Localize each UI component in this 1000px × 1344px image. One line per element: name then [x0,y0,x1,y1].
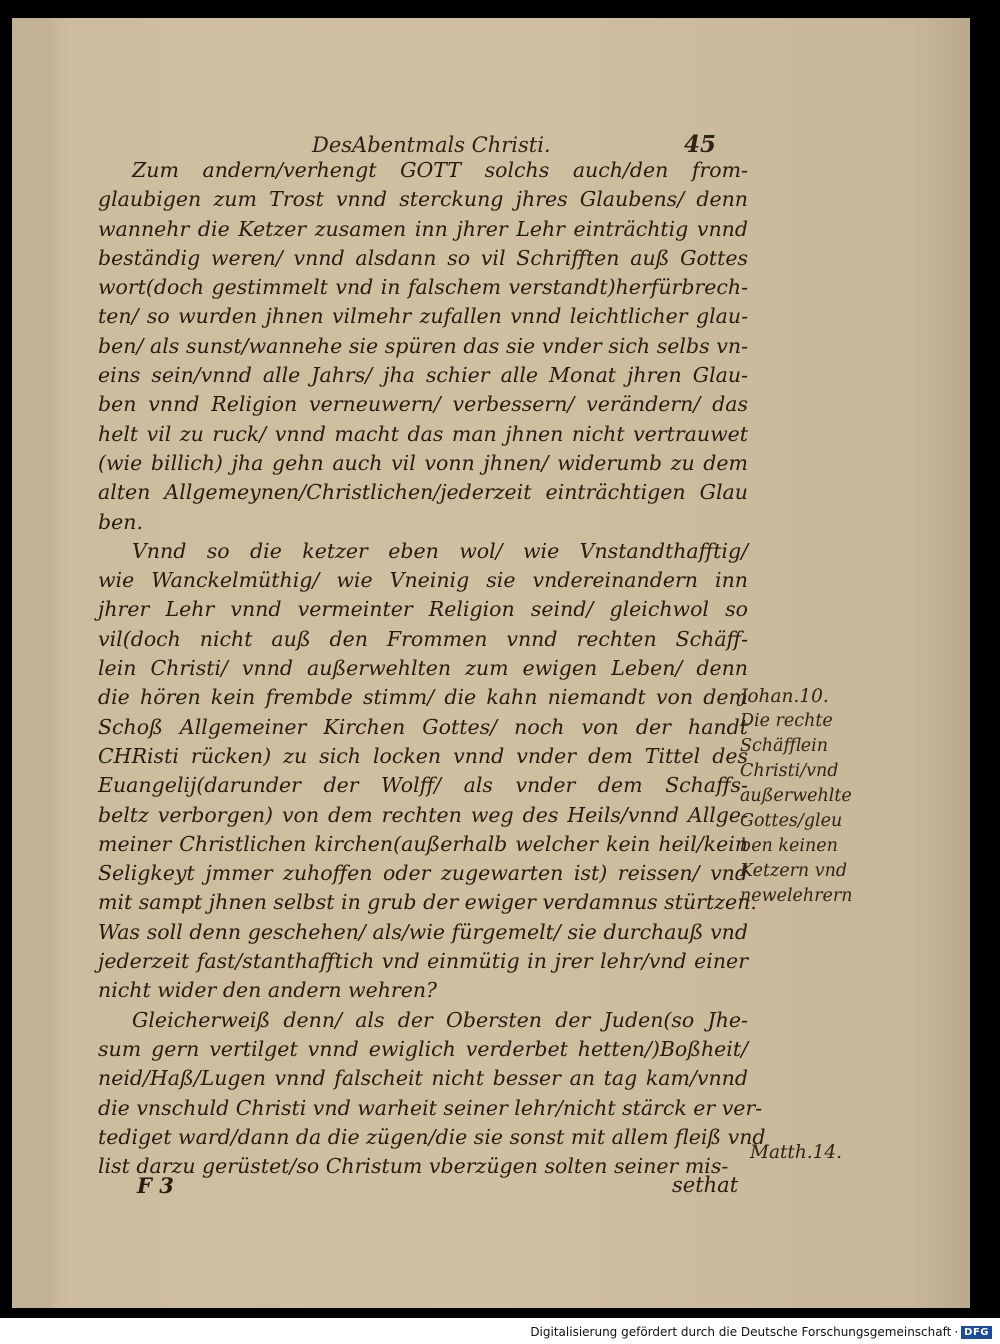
text-line: Gleicherweiß denn/ als der Obersten der Juden(so Jhe- [132,1007,748,1032]
margin-notes [740,684,880,909]
text-line: glaubigen zum Trost vnnd sterckung jhres Glaubens/ denn [98,187,748,212]
running-head: DesAbentmals Christi. [312,133,551,157]
book-page [12,18,970,1308]
text-line: Euangelij(darunder der Wolff/ als vnder dem Schaffs- [98,773,748,798]
text-line: jederzeit fast/stanthafftich vnd einmütig in jrer lehr/vnd einer [98,949,748,974]
text-line: nicht wider den andern wehren? [98,978,438,1003]
text-line: wie Wanckelmüthig/ wie Vneinig sie vndereinandern inn [98,568,748,593]
margin-note-line: Schäfflein [740,736,828,756]
text-line: Schoß Allgemeiner Kirchen Gottes/ noch von der handt [98,714,748,739]
text-line: wort(doch gestimmelt vnd in falschem verstandt)herfürbrech- [98,275,748,300]
margin-note-line: Ketzern vnd [740,861,848,881]
text-line: lein Christi/ vnnd außerwehlten zum ewigen Leben/ denn [98,656,748,681]
text-line: ben/ als sunst/wannehe sie spüren das sie vnder sich selbs vn- [98,333,748,358]
margin-note-line: Die rechte [740,711,833,731]
margin-note-line: außerwehlte [740,786,852,806]
text-line: Seligkeyt jmmer zuhoffen oder zugewarten ist) reissen/ vnd [98,861,748,886]
text-line: neid/Haß/Lugen vnnd falscheit nicht besser an tag kam/vnnd [98,1066,748,1091]
margin-note-line: Johan.10. [740,686,829,707]
margin-note-line: newelehrern [740,886,853,906]
text-line: (wie billich) jha gehn auch vil vonn jhnen/ widerumb zu dem [98,450,748,475]
text-line: helt vil zu ruck/ vnnd macht das man jhnen nicht vertrauwet [98,421,748,446]
dfg-logo: DFG [961,1326,992,1339]
margin-note-line: Gottes/gleu [740,811,843,831]
text-line: die hören kein frembde stimm/ die kahn niemandt von dem [98,685,748,710]
text-line: Vnnd so die ketzer eben wol/ wie Vnstandthafftig/ [132,538,748,563]
signature-mark: F 3 [137,1173,174,1198]
page-gutter [12,18,52,1308]
text-line: tediget ward/dann da die zügen/die sie sonst mit allem fleiß vnd [98,1124,766,1149]
text-line: beltz verborgen) von dem rechten weg des Heils/vnnd Allge- [98,802,748,827]
body-text [98,156,766,1181]
text-line: wannehr die Ketzer zusamen inn jhrer Lehr einträchtig vnnd [98,216,748,241]
text-line: Zum andern/verhengt GOTT solchs auch/den from- [132,158,748,182]
text-line: mit sampt jhnen selbst in grub der ewiger verdamnus stürtzen. [98,890,757,915]
text-line: ten/ so wurden jhnen vilmehr zufallen vnnd leichtlicher glau- [98,304,748,329]
text-line: die vnschuld Christi vnd warheit seiner lehr/nicht stärck er ver- [98,1095,763,1120]
text-line: eins sein/vnnd alle Jahrs/ jha schier alle Monat jhren Glau- [98,363,748,388]
text-line: alten Allgemeynen/Christlichen/jederzeit einträchtigen Glau [98,480,748,505]
text-line: meiner Christlichen kirchen(außerhalb welcher kein heil/kein [98,831,748,856]
text-line: Was soll denn geschehen/ als/wie fürgemelt/ sie durchauß vnd [98,919,748,944]
text-line: ben vnnd Religion verneuwern/ verbessern/ verändern/ das [98,392,748,417]
text-line: vil(doch nicht auß den Frommen vnnd rechten Schäff- [98,626,748,651]
margin-note-line: ben keinen [740,836,838,856]
text-line: jhrer Lehr vnnd vermeinter Religion seind/ gleichwol so [98,597,748,622]
text-line: ben. [98,509,143,534]
footer-credit: Digitalisierung gefördert durch die Deutsche Forschungsgemeinschaft · DFG [530,1325,992,1339]
text-line: sum gern vertilget vnnd ewiglich verderbet hetten/)Boßheit/ [98,1036,748,1061]
text-line: CHRisti rücken) zu sich locken vnnd vnder dem Tittel des [98,743,748,768]
catchword: sethat [672,1173,739,1197]
text-line: list darzu gerüstet/so Christum vberzügen solten seiner mis- [98,1154,729,1179]
footer-text: Digitalisierung gefördert durch die Deutsche Forschungsgemeinschaft [530,1325,952,1339]
page-number: 45 [684,131,717,158]
margin-note-line: Christi/vnd [740,761,839,781]
margin-note-matthew: Matth.14. [750,1142,843,1163]
text-line: beständig weren/ vnnd alsdann so vil Schrifften auß Gottes [98,245,748,270]
